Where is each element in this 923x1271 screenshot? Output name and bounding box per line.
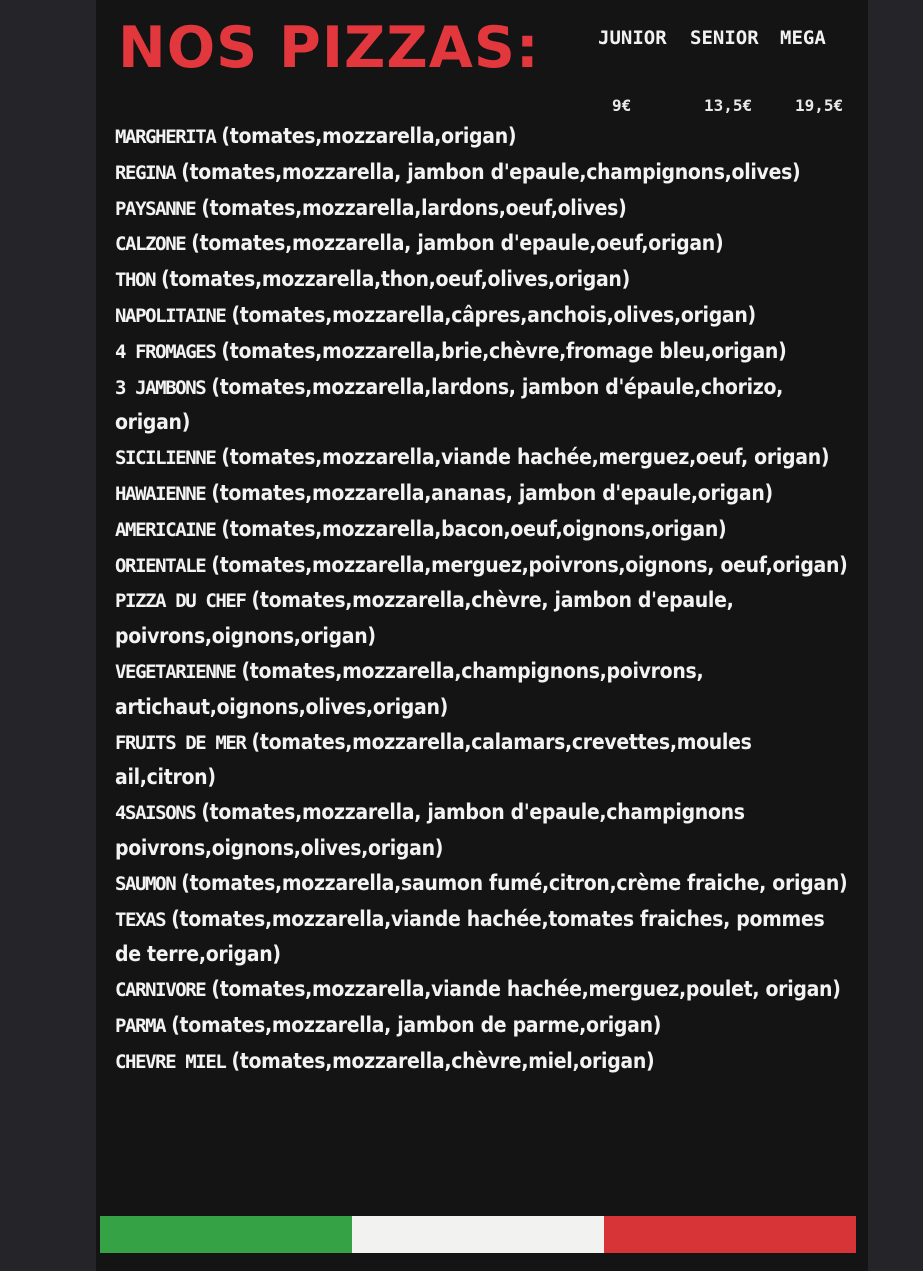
pizza-list: [115, 119, 855, 1080]
pizza-name: 3 JAMBONS: [115, 376, 206, 399]
pizza-ingredients: (tomates,mozzarella,thon,oeuf,olives,origan): [161, 267, 630, 292]
pizza-name: VEGETARIENNE: [115, 660, 236, 683]
pizza-name: 4 FROMAGES: [115, 340, 216, 363]
pizza-item: [115, 298, 855, 334]
flag-white-band: [352, 1216, 604, 1253]
pizza-name: THON: [115, 269, 156, 292]
pizza-item: [115, 725, 855, 796]
pizza-ingredients: (tomates,mozzarella,chèvre,miel,origan): [231, 1048, 655, 1073]
size-label-mega: MEGA: [780, 27, 826, 49]
pizza-name: FRUITS DE MER: [115, 731, 246, 754]
flag-red-band: [604, 1216, 856, 1253]
pizza-ingredients: (tomates,mozzarella,ananas, jambon d'epaule,origan): [211, 480, 773, 505]
price-senior: 13,5€: [704, 96, 753, 115]
pizza-ingredients: (tomates,mozzarella, jambon d'epaule,champignons,olives): [181, 159, 801, 184]
italian-flag-stripe: [100, 1216, 856, 1253]
pizza-name: MARGHERITA: [115, 126, 216, 148]
pizza-name: AMERICAINE: [115, 518, 216, 541]
pizza-ingredients: (tomates,mozzarella,saumon fumé,citron,crème fraiche, origan): [181, 870, 848, 895]
pizza-ingredients: (tomates,mozzarella, jambon d'epaule,champignons poivrons,oignons,olives,origan): [115, 800, 745, 860]
pizza-name: PAYSANNE: [115, 197, 196, 220]
pizza-ingredients: (tomates,mozzarella,champignons,poivrons, artichaut,oignons,olives,origan): [115, 658, 704, 719]
pizza-item: [115, 1008, 855, 1044]
pizza-name: CHEVRE MIEL: [115, 1050, 226, 1073]
price-junior: 9€: [612, 96, 632, 115]
pizza-item: [115, 512, 855, 548]
pizza-ingredients: (tomates,mozzarella,viande hachée,tomates fraiches, pommes de terre,origan): [115, 906, 825, 967]
pizza-name: HAWAIENNE: [115, 482, 206, 505]
pizza-item: [115, 334, 855, 370]
pizza-ingredients: (tomates,mozzarella,bacon,oeuf,oignons,origan): [221, 516, 727, 541]
size-label-junior: JUNIOR: [598, 27, 667, 49]
pizza-ingredients: (tomates,mozzarella,origan): [221, 124, 517, 148]
pizza-name: ORIENTALE: [115, 554, 206, 577]
pizza-name: SICILIENNE: [115, 447, 216, 470]
pizza-name: REGINA: [115, 161, 176, 184]
pizza-item: [115, 262, 855, 298]
pizza-ingredients: (tomates,mozzarella,lardons,oeuf,olives): [201, 195, 627, 220]
pizza-item: [115, 902, 855, 973]
pizza-ingredients: (tomates,mozzarella,calamars,crevettes,moules ail,citron): [115, 729, 752, 790]
pizza-ingredients: (tomates,mozzarella,viande hachée,merguez,poulet, origan): [211, 977, 841, 1002]
pizza-ingredients: (tomates,mozzarella, jambon de parme,origan): [171, 1012, 662, 1037]
pizza-item: [115, 866, 855, 902]
pizza-item: [115, 226, 855, 262]
pizza-item: [115, 548, 855, 584]
menu-title: NOS PIZZAS:: [118, 15, 540, 81]
pizza-name: PIZZA DU CHEF: [115, 590, 246, 613]
pizza-name: PARMA: [115, 1014, 166, 1037]
pizza-name: CARNIVORE: [115, 979, 206, 1002]
pizza-name: SAUMON: [115, 872, 176, 895]
pizza-item: [115, 654, 855, 725]
pizza-ingredients: (tomates,mozzarella,viande hachée,merguez,oeuf, origan): [221, 445, 830, 470]
pizza-name: NAPOLITAINE: [115, 304, 226, 327]
price-mega: 19,5€: [795, 96, 844, 115]
pizza-ingredients: (tomates,mozzarella,brie,chèvre,fromage bleu,origan): [221, 338, 787, 363]
pizza-ingredients: (tomates,mozzarella,merguez,poivrons,oignons, oeuf,origan): [211, 552, 848, 577]
pizza-item: [115, 155, 855, 191]
pizza-item: [115, 1044, 855, 1080]
pizza-item: [115, 583, 855, 654]
pizza-item: [115, 476, 855, 512]
pizza-item: [115, 972, 855, 1008]
pizza-item: [115, 795, 855, 866]
flag-green-band: [100, 1216, 352, 1253]
pizza-name: CALZONE: [115, 233, 186, 256]
pizza-ingredients: (tomates,mozzarella,chèvre, jambon d'epaule, poivrons,oignons,origan): [115, 588, 734, 649]
pizza-item: [115, 191, 855, 227]
size-label-senior: SENIOR: [690, 27, 759, 49]
pizza-ingredients: (tomates,mozzarella,lardons, jambon d'épaule,chorizo, origan): [115, 374, 784, 435]
pizza-ingredients: (tomates,mozzarella,câpres,anchois,olives,origan): [231, 302, 756, 327]
pizza-name: TEXAS: [115, 908, 166, 931]
pizza-name: 4SAISONS: [115, 802, 196, 825]
pizza-item: [115, 370, 855, 441]
pizza-ingredients: (tomates,mozzarella, jambon d'epaule,oeuf,origan): [191, 231, 724, 256]
pizza-item: [115, 440, 855, 476]
pizza-item: [115, 119, 855, 155]
